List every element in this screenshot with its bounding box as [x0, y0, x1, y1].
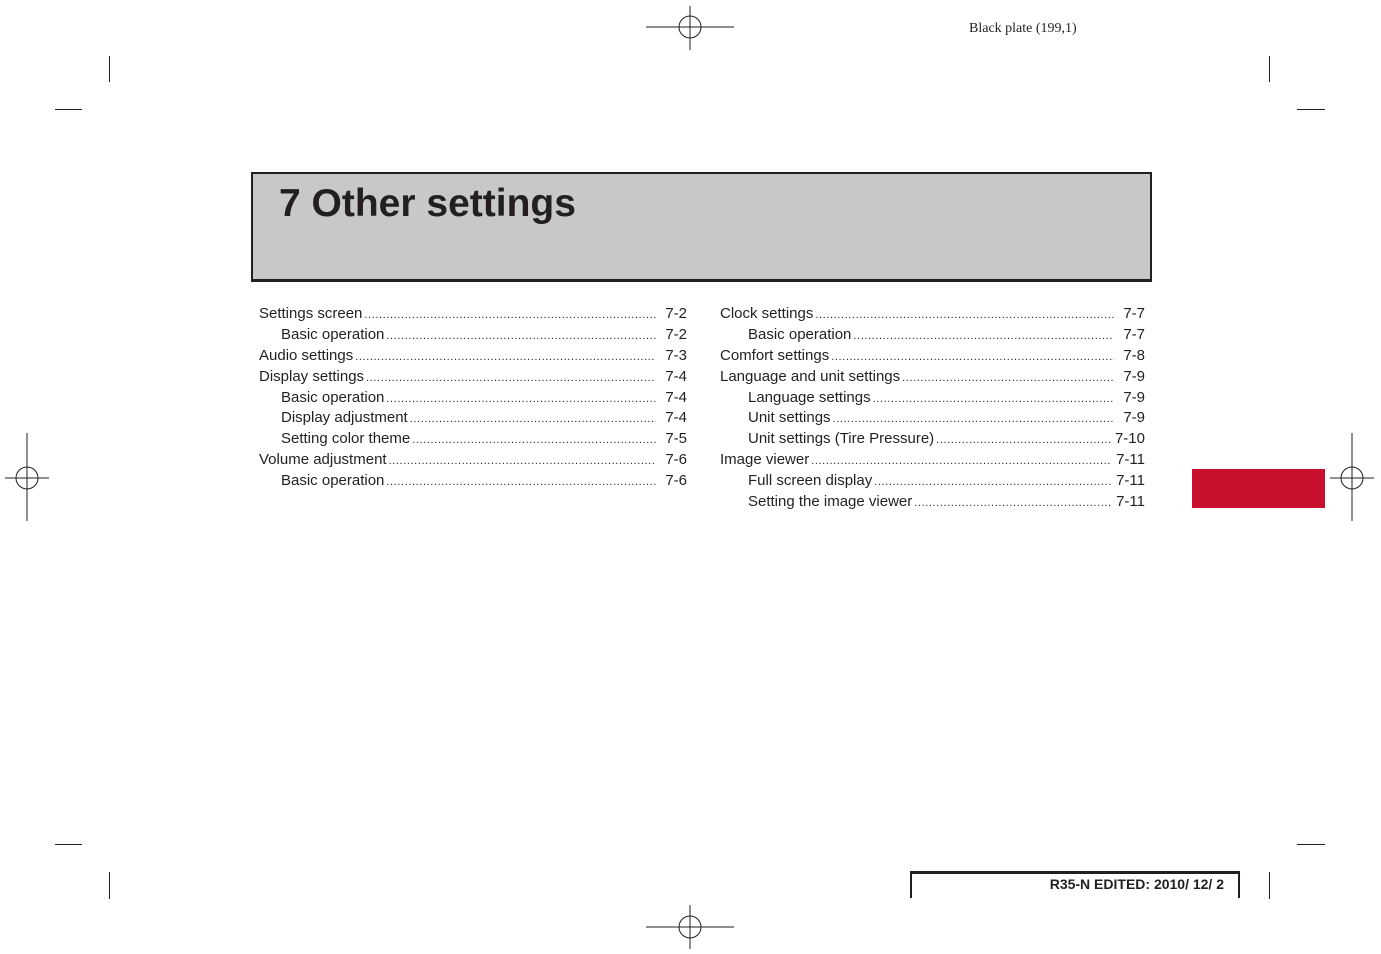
toc-entry-page: 7-6: [665, 472, 687, 490]
toc-entry[interactable]: [259, 347, 687, 368]
toc-entry-page: 7-11: [1116, 451, 1145, 469]
toc-dot-leader: [833, 413, 1114, 425]
toc-entry-page: 7-2: [665, 305, 687, 322]
toc-entry-label: Display adjustment: [281, 409, 408, 427]
toc-dot-leader: [410, 413, 656, 425]
toc-entry[interactable]: [720, 347, 1145, 368]
toc-entry-label: Language settings: [748, 388, 871, 406]
toc-entry-page: 7-11: [1116, 472, 1145, 490]
chapter-thumb-tab: [1192, 469, 1325, 508]
toc-entry-label: Unit settings (Tire Pressure): [748, 430, 935, 448]
toc-entry-label: Setting color theme: [281, 430, 411, 448]
toc-entry-page: 7-9: [1123, 367, 1145, 385]
toc-entry[interactable]: [259, 368, 687, 389]
toc-entry-label: Display settings: [259, 367, 365, 385]
crop-mark: [55, 109, 82, 110]
toc-entry-page: 7-3: [665, 346, 687, 364]
toc-entry-page: 7-5: [665, 430, 687, 448]
toc-entry-page: 7-11: [1116, 493, 1145, 511]
crop-mark: [109, 872, 110, 899]
toc-entry-label: Unit settings: [748, 409, 831, 427]
toc-dot-leader: [914, 497, 1111, 509]
toc-entry[interactable]: [720, 451, 1145, 472]
toc-entry[interactable]: [259, 326, 687, 347]
crop-mark: [109, 56, 110, 82]
toc-entry[interactable]: [720, 305, 1145, 326]
toc-entry-label: Language and unit settings: [720, 367, 901, 385]
toc-dot-leader: [386, 476, 656, 488]
toc-entry[interactable]: [259, 430, 687, 451]
toc-entry-label: Clock settings: [720, 305, 814, 322]
crop-mark: [1297, 109, 1325, 110]
toc-entry-page: 7-8: [1123, 346, 1145, 364]
toc-dot-leader: [853, 330, 1114, 342]
toc-entry-page: 7-6: [665, 451, 687, 469]
toc-entry[interactable]: [720, 326, 1145, 347]
chapter-title: 7 Other settings: [279, 182, 576, 225]
edit-stamp-text: R35-N EDITED: 2010/ 12/ 2: [1049, 876, 1224, 892]
toc-entry-label: Basic operation: [748, 325, 852, 343]
toc-dot-leader: [412, 434, 656, 446]
toc-entry[interactable]: [259, 409, 687, 430]
toc-entry[interactable]: [259, 472, 687, 493]
toc-entry-label: Basic operation: [281, 472, 385, 490]
toc-dot-leader: [364, 309, 656, 321]
toc-right-column: [720, 305, 1145, 514]
registration-mark-left: [5, 433, 49, 521]
crop-mark: [1297, 844, 1325, 845]
toc-dot-leader: [815, 309, 1114, 321]
toc-entry[interactable]: [720, 389, 1145, 410]
toc-entry-label: Volume adjustment: [259, 451, 387, 469]
toc-dot-leader: [874, 476, 1111, 488]
toc-dot-leader: [386, 393, 656, 405]
plate-label: Black plate (199,1): [969, 21, 1077, 36]
toc-entry-label: Full screen display: [748, 472, 873, 490]
toc-entry-page: 7-2: [665, 325, 687, 343]
toc-entry-page: 7-9: [1123, 409, 1145, 427]
crop-mark: [1269, 56, 1270, 82]
edit-stamp-box: [910, 871, 1240, 898]
crop-mark: [55, 844, 82, 845]
toc-dot-leader: [811, 455, 1111, 467]
toc-entry-label: Image viewer: [720, 451, 810, 469]
toc-entry[interactable]: [720, 409, 1145, 430]
toc-entry-label: Audio settings: [259, 346, 354, 364]
toc-entry[interactable]: [259, 305, 687, 326]
toc-entry-page: 7-7: [1123, 325, 1145, 343]
toc-entry[interactable]: [720, 493, 1145, 514]
registration-mark-top: [646, 6, 734, 50]
toc-entry-page: 7-4: [665, 409, 687, 427]
toc-dot-leader: [386, 330, 656, 342]
toc-entry-page: 7-4: [665, 367, 687, 385]
toc-entry-label: Setting the image viewer: [748, 493, 913, 511]
chapter-header: [251, 172, 1152, 282]
toc-entry[interactable]: [720, 430, 1145, 451]
toc-entry-page: 7-10: [1114, 430, 1145, 448]
toc-entry[interactable]: [720, 472, 1145, 493]
toc-entry-label: Settings screen: [259, 305, 363, 322]
toc-entry-label: Comfort settings: [720, 346, 830, 364]
toc-dot-leader: [389, 455, 656, 467]
toc-dot-leader: [366, 372, 656, 384]
crop-mark: [1269, 872, 1270, 899]
toc-entry-label: Basic operation: [281, 325, 385, 343]
toc-entry[interactable]: [259, 451, 687, 472]
toc-entry[interactable]: [720, 368, 1145, 389]
toc-dot-leader: [355, 351, 656, 363]
toc-left-column: [259, 305, 687, 493]
toc-entry-label: Basic operation: [281, 388, 385, 406]
registration-mark-right: [1330, 433, 1374, 521]
toc-entry[interactable]: [259, 389, 687, 410]
toc-dot-leader: [831, 351, 1114, 363]
toc-dot-leader: [873, 393, 1114, 405]
toc-dot-leader: [902, 372, 1114, 384]
toc-entry-page: 7-9: [1123, 388, 1145, 406]
toc-entry-page: 7-7: [1123, 305, 1145, 322]
registration-mark-bottom: [646, 905, 734, 949]
toc-dot-leader: [936, 434, 1110, 446]
toc-entry-page: 7-4: [665, 388, 687, 406]
